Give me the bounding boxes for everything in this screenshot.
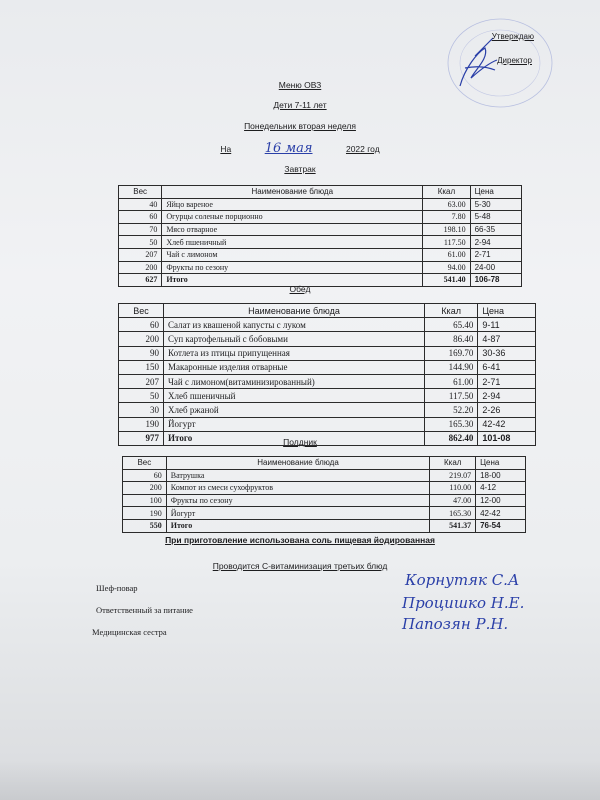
table-row <box>123 482 526 495</box>
cell-weight: 60 <box>123 469 167 482</box>
cell-name: Йогурт <box>166 507 430 520</box>
cell-name: Огурцы соленые порционно <box>162 211 423 224</box>
table-row <box>119 318 536 332</box>
age-group: Дети 7-11 лет <box>273 100 327 110</box>
cell-kcal: 219.07 <box>430 469 476 482</box>
cell-kcal: 110.00 <box>430 482 476 495</box>
col-weight: Вес <box>119 186 162 199</box>
date-line <box>0 141 600 156</box>
menu-title: Меню ОВЗ <box>278 80 322 90</box>
cell-name: Компот из смеси сухофруктов <box>166 482 430 495</box>
col-weight: Вес <box>119 304 164 318</box>
cell-weight: 30 <box>119 403 164 417</box>
cell-weight: 100 <box>123 494 167 507</box>
cell-name: Фрукты по сезону <box>162 261 423 274</box>
cell-price: 5-30 <box>470 198 521 211</box>
cell-weight: 70 <box>119 223 162 236</box>
cell-weight: 60 <box>119 211 162 224</box>
day-label: Понедельник вторая неделя <box>244 121 356 131</box>
chef-label: Шеф-повар <box>96 583 138 593</box>
cell-price: 2-26 <box>478 403 536 417</box>
table-header-row <box>119 186 522 199</box>
table-header-row <box>119 304 536 318</box>
cell-weight: 50 <box>119 389 164 403</box>
cell-name: Ватрушка <box>166 469 430 482</box>
cell-weight: 190 <box>123 507 167 520</box>
cell-kcal: 61.00 <box>423 248 470 261</box>
cell-price: 4-12 <box>476 482 526 495</box>
cell-name: Салат из квашеной капусты с луком <box>164 318 425 332</box>
table-row <box>119 360 536 374</box>
table-row <box>119 403 536 417</box>
total-kcal: 541.37 <box>430 519 476 532</box>
cell-name: Хлеб пшеничный <box>164 389 425 403</box>
col-price: Цена <box>470 186 521 199</box>
table-row <box>119 198 522 211</box>
cell-price: 4-87 <box>478 332 536 346</box>
table-row <box>119 236 522 249</box>
cell-kcal: 61.00 <box>424 374 477 388</box>
col-price: Цена <box>476 457 526 470</box>
total-weight: 977 <box>119 431 164 445</box>
cell-name: Хлеб пшеничный <box>162 236 423 249</box>
cell-price: 42-42 <box>478 417 536 431</box>
table-row <box>119 417 536 431</box>
cell-weight: 40 <box>119 198 162 211</box>
cell-price: 24-00 <box>470 261 521 274</box>
cell-price: 2-71 <box>470 248 521 261</box>
cell-weight: 60 <box>119 318 164 332</box>
cell-name: Мясо отварное <box>162 223 423 236</box>
total-kcal: 862.40 <box>424 431 477 445</box>
breakfast-title: Завтрак <box>284 164 316 174</box>
chef-signature: Корнутяк С.А <box>405 571 520 589</box>
responsible-label: Ответственный за питание <box>96 605 193 615</box>
total-label: Итого <box>162 274 423 287</box>
col-kcal: Ккал <box>430 457 476 470</box>
cell-weight: 90 <box>119 346 164 360</box>
cell-weight: 190 <box>119 417 164 431</box>
snack-title: Полдник <box>283 437 317 447</box>
col-kcal: Ккал <box>424 304 477 318</box>
breakfast-table <box>118 185 522 287</box>
col-kcal: Ккал <box>423 186 470 199</box>
total-price: 106-78 <box>470 274 521 287</box>
total-kcal: 541.40 <box>423 274 470 287</box>
cell-weight: 200 <box>123 482 167 495</box>
vitamin-note: Проводится С-витаминизация третьих блюд <box>212 561 388 571</box>
date-prefix: На <box>220 144 232 154</box>
responsible-signature: Процишко Н.Е. <box>402 594 525 612</box>
col-weight: Вес <box>123 457 167 470</box>
snack-table <box>122 456 526 533</box>
total-price: 76-54 <box>476 519 526 532</box>
cell-kcal: 65.40 <box>424 318 477 332</box>
col-name: Наименование блюда <box>162 186 423 199</box>
table-row <box>119 223 522 236</box>
approve-label: Утверждаю <box>491 32 534 41</box>
cell-price: 12-00 <box>476 494 526 507</box>
table-row <box>123 507 526 520</box>
cell-price: 42-42 <box>476 507 526 520</box>
cell-weight: 207 <box>119 374 164 388</box>
cell-name: Суп картофельный с бобовыми <box>164 332 425 346</box>
table-row <box>119 389 536 403</box>
cell-price: 9-11 <box>478 318 536 332</box>
col-name: Наименование блюда <box>166 457 430 470</box>
table-header-row <box>123 457 526 470</box>
nurse-signature: Папозян Р.Н. <box>402 615 509 633</box>
total-label: Итого <box>166 519 430 532</box>
cell-name: Фрукты по сезону <box>166 494 430 507</box>
cell-price: 5-48 <box>470 211 521 224</box>
lunch-title: Обед <box>289 284 311 294</box>
col-name: Наименование блюда <box>164 304 425 318</box>
table-row <box>119 346 536 360</box>
cell-weight: 200 <box>119 332 164 346</box>
cell-kcal: 117.50 <box>423 236 470 249</box>
col-price: Цена <box>478 304 536 318</box>
total-row <box>123 519 526 532</box>
director-label: Директор <box>497 56 532 65</box>
cell-weight: 207 <box>119 248 162 261</box>
cell-kcal: 117.50 <box>424 389 477 403</box>
total-label: Итого <box>164 431 425 445</box>
cell-price: 66-35 <box>470 223 521 236</box>
cell-kcal: 144.90 <box>424 360 477 374</box>
cell-kcal: 7.80 <box>423 211 470 224</box>
cell-weight: 50 <box>119 236 162 249</box>
total-price: 101-08 <box>478 431 536 445</box>
cell-kcal: 86.40 <box>424 332 477 346</box>
table-row <box>119 374 536 388</box>
cell-kcal: 52.20 <box>424 403 477 417</box>
cell-price: 30-36 <box>478 346 536 360</box>
cell-kcal: 47.00 <box>430 494 476 507</box>
cell-kcal: 165.30 <box>430 507 476 520</box>
cell-price: 6-41 <box>478 360 536 374</box>
table-row <box>119 248 522 261</box>
cell-name: Чай с лимоном <box>162 248 423 261</box>
table-row <box>119 261 522 274</box>
lunch-table <box>118 303 536 446</box>
cell-kcal: 169.70 <box>424 346 477 360</box>
table-row <box>119 332 536 346</box>
cell-name: Яйцо вареное <box>162 198 423 211</box>
cell-weight: 150 <box>119 360 164 374</box>
total-weight: 627 <box>119 274 162 287</box>
table-row <box>119 211 522 224</box>
cell-weight: 200 <box>119 261 162 274</box>
page-shadow <box>0 760 600 800</box>
table-row <box>123 494 526 507</box>
cell-price: 18-00 <box>476 469 526 482</box>
nurse-label: Медицинская сестра <box>92 627 167 637</box>
salt-note: При приготовление использована соль пищевая йодированная <box>165 535 435 545</box>
cell-name: Макаронные изделия отварные <box>164 360 425 374</box>
cell-kcal: 165.30 <box>424 417 477 431</box>
date-handwritten: 16 мая <box>264 141 313 156</box>
cell-name: Котлета из птицы припущенная <box>164 346 425 360</box>
cell-kcal: 63.00 <box>423 198 470 211</box>
cell-price: 2-94 <box>470 236 521 249</box>
cell-kcal: 94.00 <box>423 261 470 274</box>
cell-kcal: 198.10 <box>423 223 470 236</box>
cell-name: Чай с лимоном(витаминизированный) <box>164 374 425 388</box>
cell-price: 2-71 <box>478 374 536 388</box>
table-row <box>123 469 526 482</box>
cell-price: 2-94 <box>478 389 536 403</box>
total-weight: 550 <box>123 519 167 532</box>
cell-name: Хлеб ржаной <box>164 403 425 417</box>
cell-name: Йогурт <box>164 417 425 431</box>
date-year: 2022 год <box>345 144 380 154</box>
